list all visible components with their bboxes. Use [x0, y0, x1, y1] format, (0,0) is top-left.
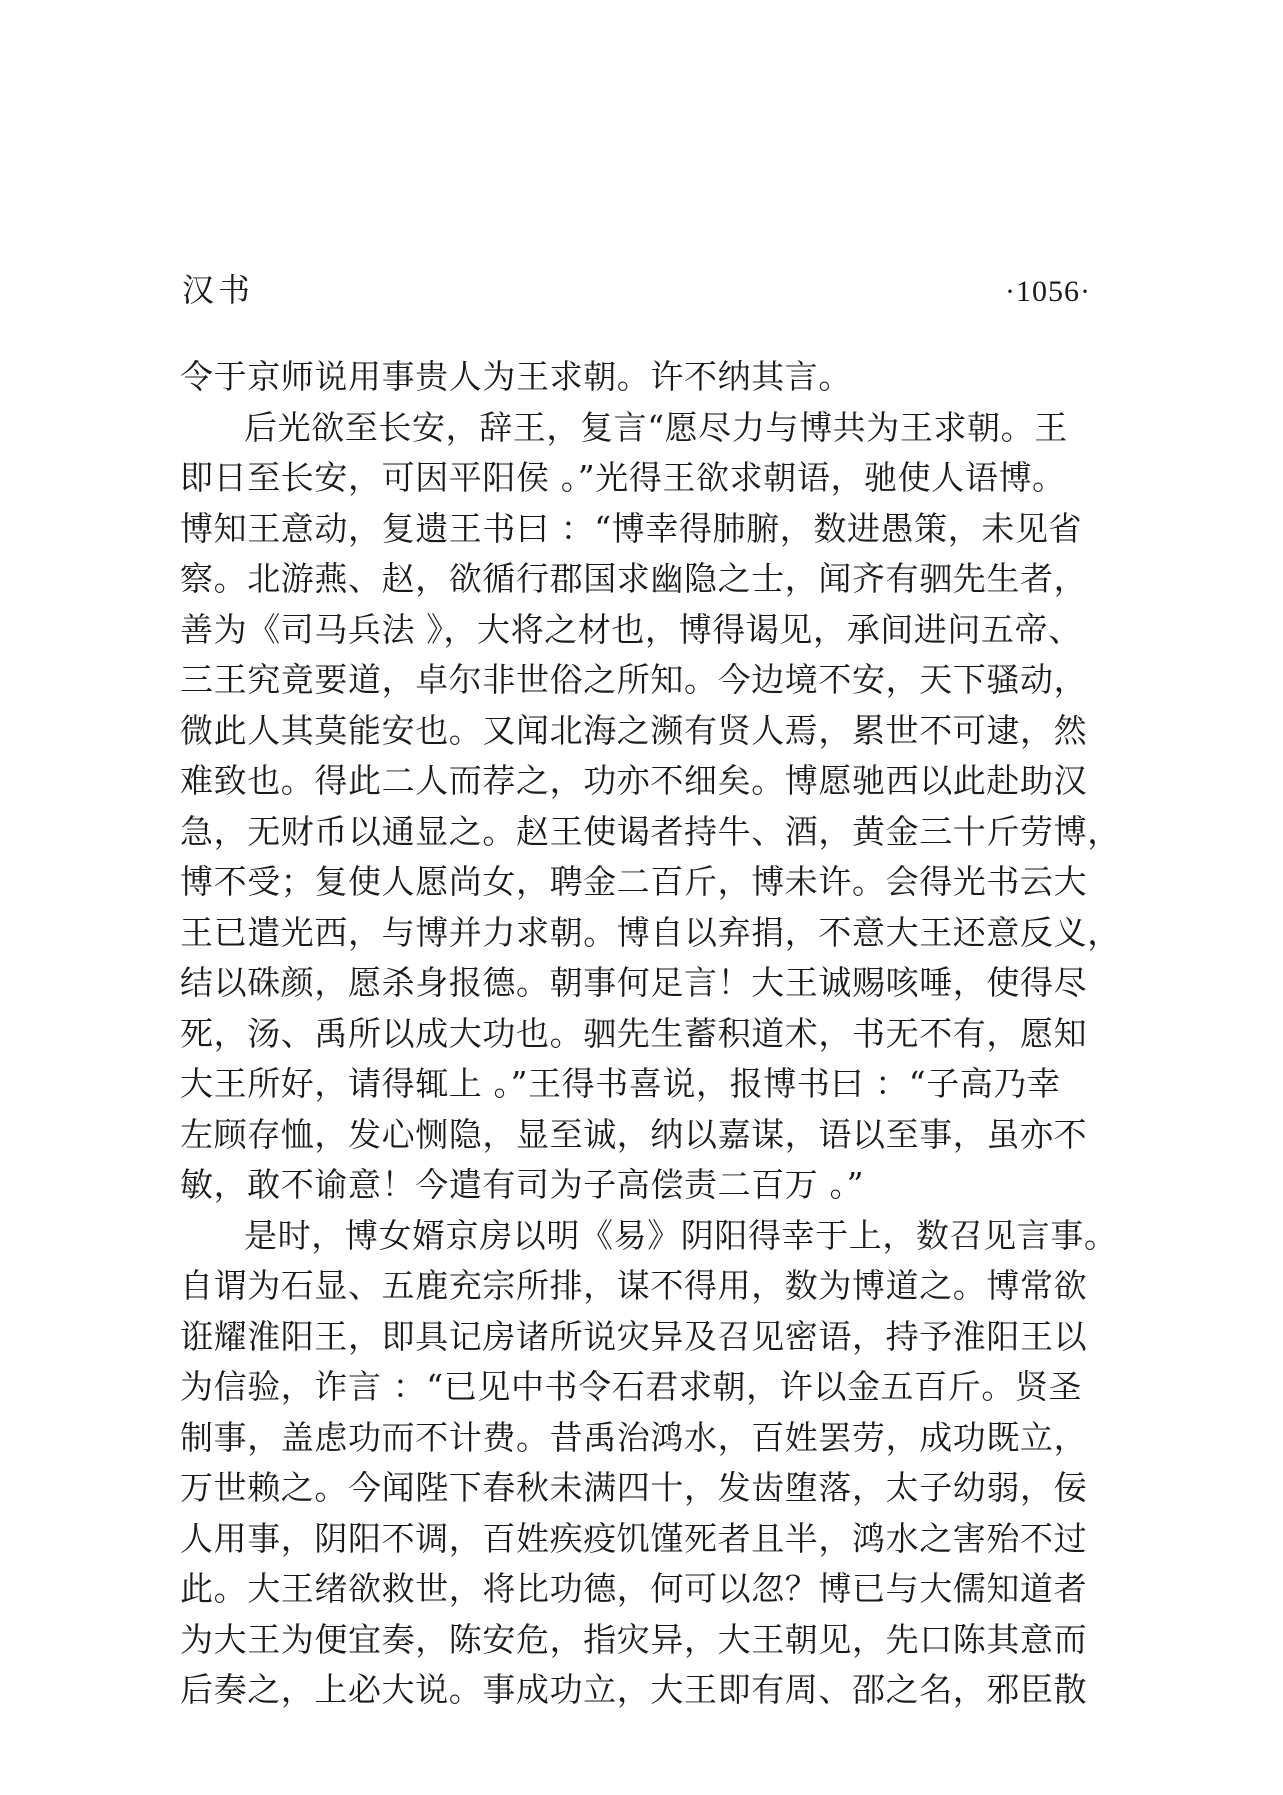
text-line: 微此人其莫能安也。又闻北海之濒有贤人焉，累世不可逮，然 — [180, 710, 1088, 750]
text-line: 三王究竟要道，卓尔非世俗之所知。今边境不安，天下骚动， — [180, 660, 1088, 699]
text-line: 此。大王绪欲救世，将比功德，何可以忽？博已与大儒知道者 — [180, 1569, 1088, 1608]
text-line: 万世赖之。今闻陛下春秋未满四十，发齿堕落，太子幼弱，佞 — [180, 1468, 1088, 1507]
text-line: 博知王意动，复遗王书曰 ：“博幸得肺腑，数进愚策，未见省 — [180, 508, 1083, 548]
text-line: 王已遣光西，与博并力求朝。博自以弃捐，不意大王还意反义， — [180, 912, 1121, 952]
text-line: 诳耀淮阳王，即具记房诸所说灾异及召见密语，持予淮阳王以 — [180, 1316, 1088, 1356]
running-head-title: 汉书 — [182, 271, 255, 309]
text-line: 结以硃颜，愿杀身报德。朝事何足言！大王诚赐咳唾，使得尽 — [180, 963, 1088, 1002]
page-number: ·1056· — [1005, 275, 1091, 308]
text-line: 博不受；复使人愿尚女，聘金二百斤，博未许。会得光书云大 — [180, 862, 1088, 901]
text-line: 善为《司马兵法 》，大将之材也，博得谒见，承间进问五帝、 — [180, 609, 1082, 649]
paragraph-start-line: 后光欲至长安，辞王，复言“愿尽力与博共为王求朝。王 — [244, 407, 1068, 447]
body-text — [180, 352, 1121, 1716]
text-line: 即日至长安，可因平阳侯 。”光得王欲求朝语，驰使人语博。 — [180, 458, 1066, 497]
text-line: 死，汤、禹所以成大功也。驷先生蓄积道术，书无不有，愿知 — [180, 1013, 1088, 1053]
text-line: 敏，敢不谕意！今遣有司为子高偿责二百万 。” — [180, 1165, 865, 1204]
text-line: 察。北游燕、赵，欲循行郡国求幽隐之士，闻齐有驷先生者， — [180, 559, 1088, 598]
text-line: 急，无财币以通显之。赵王使谒者持牛、酒，黄金三十斤劳博， — [180, 811, 1121, 851]
text-line: 制事，盖虑功而不计费。昔禹治鸿水，百姓罢劳，成功既立， — [180, 1417, 1088, 1457]
text-line: 自谓为石显、五鹿充宗所排，谋不得用，数为博道之。博常欲 — [180, 1266, 1088, 1305]
text-line: 大王所好，请得辄上 。”王得书喜说，报博书曰 ：“子高乃幸 — [180, 1064, 1061, 1103]
text-line: 左顾存恤，发心恻隐，显至诚，纳以嘉谋，语以至事，虽亦不 — [180, 1114, 1088, 1154]
text-line: 为信验，诈言 ：“已见中书令石君求朝，许以金五百斤。贤圣 — [180, 1367, 1083, 1406]
text-line: 令于京师说用事贵人为王求朝。许不纳其言。 — [180, 357, 852, 396]
text-line: 后奏之，上必大说。事成功立，大王即有周、邵之名，邪臣散 — [180, 1670, 1088, 1709]
text-line: 人用事，阴阳不调，百姓疾疫饥馑死者且半，鸿水之害殆不过 — [180, 1518, 1088, 1558]
text-line: 为大王为便宜奏，陈安危，指灾异，大王朝见，先口陈其意而 — [180, 1619, 1088, 1659]
text-line: 难致也。得此二人而荐之，功亦不细矣。博愿驰西以此赴助汉 — [180, 761, 1088, 800]
paragraph-start-line: 是时，博女婿京房以明《易》阴阳得幸于上，数召见言事。 — [244, 1215, 1118, 1255]
